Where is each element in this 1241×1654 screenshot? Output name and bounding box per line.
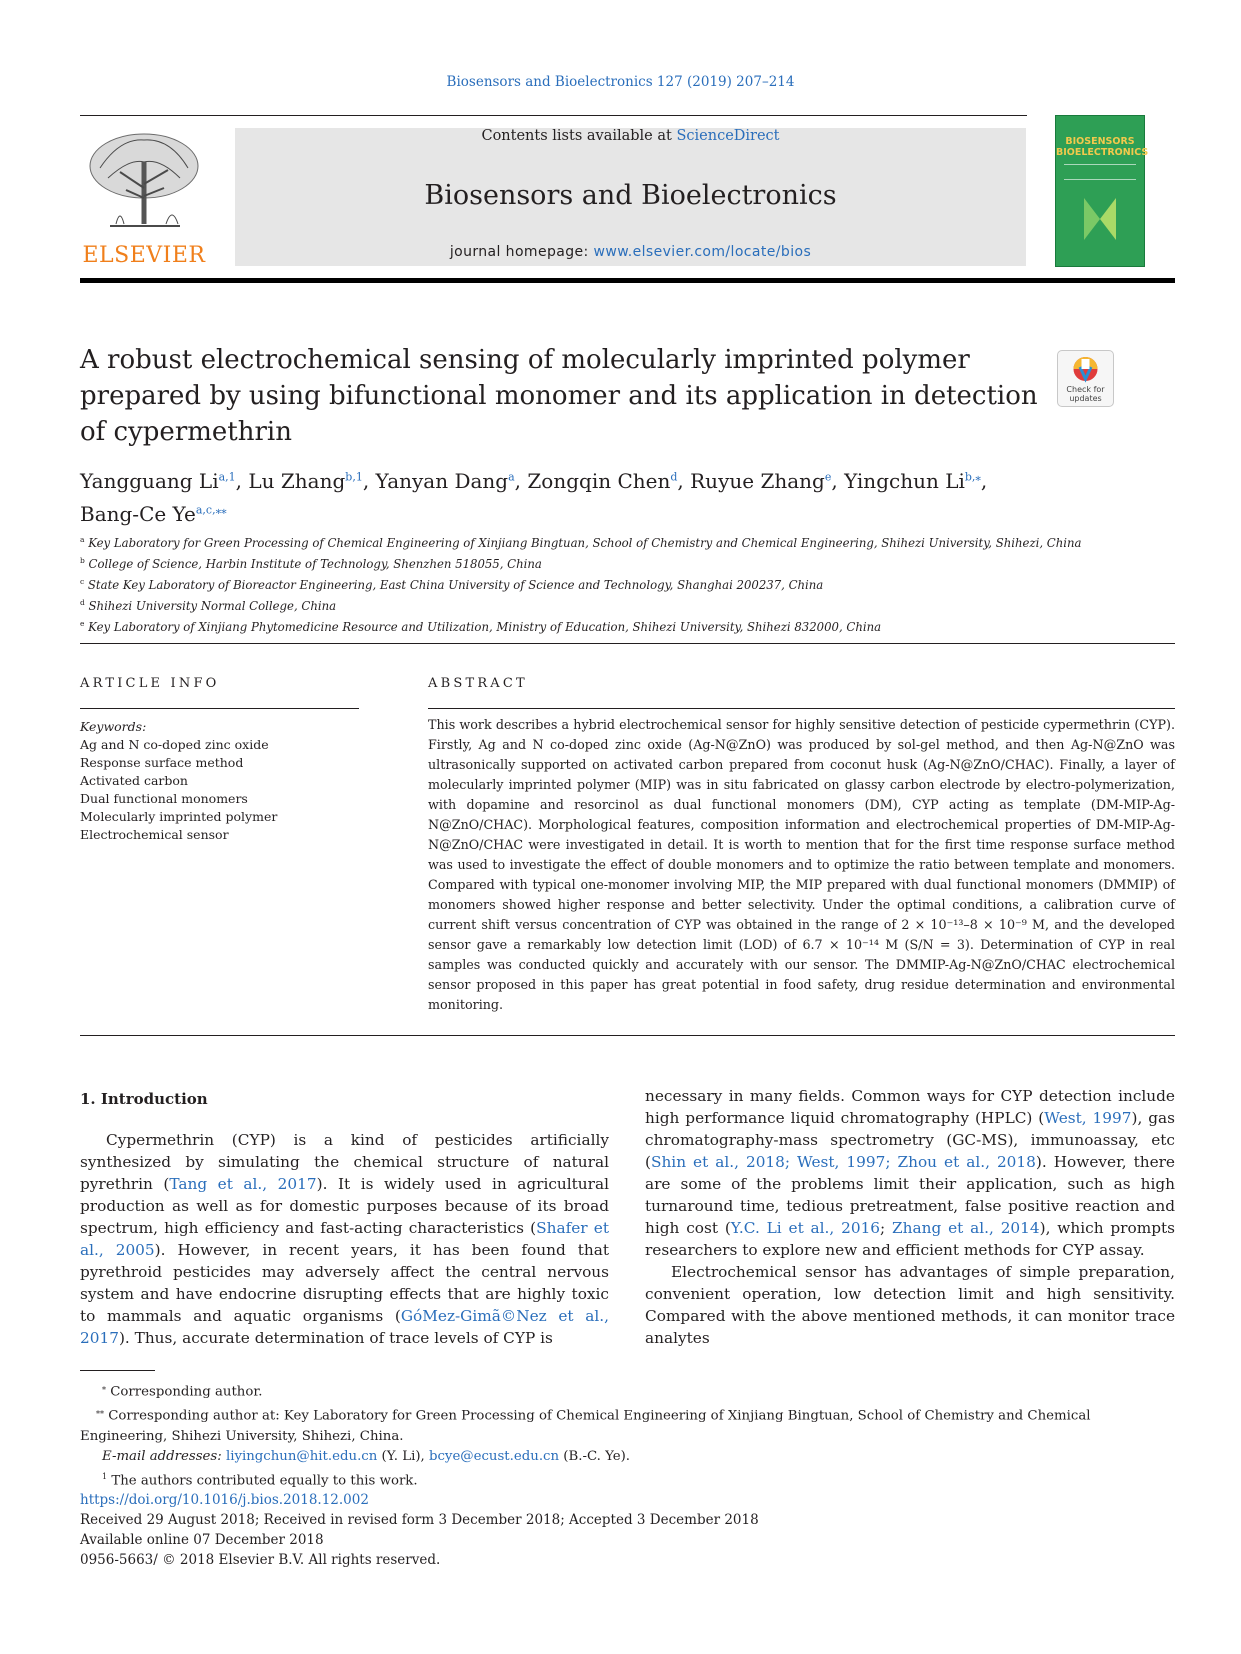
affiliation-item bbox=[80, 594, 1175, 615]
article-info-rule bbox=[80, 708, 359, 709]
author[interactable] bbox=[690, 469, 831, 493]
email-link[interactable]: bcye@ecust.edu.cn bbox=[428, 1448, 560, 1464]
cover-title-line1: BIOSENSORS bbox=[1065, 136, 1135, 147]
footnote-mark: 1 bbox=[102, 1471, 108, 1481]
cover-title bbox=[1056, 136, 1149, 158]
publication-info bbox=[80, 1490, 1080, 1570]
elsevier-wordmark: ELSEVIER bbox=[82, 243, 206, 268]
email-label: E-mail addresses: bbox=[102, 1448, 226, 1464]
affiliation-item bbox=[80, 615, 1175, 636]
journal-cover[interactable] bbox=[1055, 115, 1149, 267]
author-separator: , bbox=[677, 468, 691, 493]
affiliation-mark: e bbox=[80, 618, 85, 628]
email-link[interactable]: liyingchun@hit.edu.cn bbox=[225, 1448, 378, 1464]
contents-line bbox=[235, 128, 1026, 144]
abstract-text: This work describes a hybrid electrochemical sensor for highly sensitive detection of pesticide cypermethrin (CYP). Firstly, Ag and N co-doped zinc oxide (Ag-N@ZnO) was produced by sol-gel method, and then Ag-N@ZnO was ultrasonically supported on activated carbon prepared from coconut husk (Ag-N@ZnO/CHAC). Finally, a layer of molecularly imprinted polymer (MIP) was in situ fabricated on glassy carbon electrode by electro-polymerization, with dopamine and resorcinol as dual functional monomers (DM), CYP acting as template (DM-MIP-Ag-N@ZnO/CHAC). Morphological features, composition information and electrochemical properties of DM-MIP-Ag-N@ZnO/CHAC were investigated in detail. It is worth to mention that for the first time response surface method was used to investigate the effect of double monomers and to optimize the ratio between template and monomers. Compared with typical one-monomer involving MIP, the MIP prepared with dual functional monomers (DMMIP) of monomers showed higher response and better selectivity. Under the optimal conditions, a calibration curve of current shift versus concentration of CYP was obtained in the range of 2 × 10⁻¹³–8 × 10⁻⁹ M, and the developed sensor gave a remarkably low detection limit (LOD) of 6.7 × 10⁻¹⁴ M (S/N = 3). Determination of CYP in real samples was conducted quickly and accurately with our sensor. The DMMIP-Ag-N@ZnO/CHAC electrochemical sensor proposed in this paper has great potential in food safety, drug residue determination and environmental monitoring. bbox=[428, 717, 1175, 1012]
affiliation-item bbox=[80, 573, 1175, 594]
author-affiliation-mark[interactable]: e bbox=[824, 470, 832, 483]
intro-right-paragraph-1 bbox=[645, 1085, 1175, 1261]
intro-right-column bbox=[645, 1085, 1175, 1349]
journal-citation[interactable]: Biosensors and Bioelectronics 127 (2019) 207–214 bbox=[446, 74, 795, 90]
citation-link[interactable]: Shafer et al., 2005 bbox=[80, 1219, 609, 1259]
affiliation-text: Key Laboratory for Green Processing of Chemical Engineering of Xinjiang Bingtuan, School of Chemistry and Chemical Engineering, Shihezi University, Shihezi, China bbox=[88, 535, 1082, 550]
keyword-item: Molecularly imprinted polymer bbox=[80, 809, 278, 824]
citation-link[interactable]: Shin et al., 2018; West, 1997; Zhou et al., 2018 bbox=[650, 1153, 1036, 1171]
body-text: ). Thus, accurate determination of trace levels of CYP is bbox=[118, 1329, 553, 1347]
author-affiliation-mark[interactable]: b,1 bbox=[345, 470, 363, 483]
footnote-mark: ⁎⁎ bbox=[96, 1407, 104, 1417]
footnote-corresponding-1 bbox=[80, 1378, 1175, 1402]
doi-link[interactable]: https://doi.org/10.1016/j.bios.2018.12.002 bbox=[80, 1492, 369, 1508]
author[interactable] bbox=[527, 469, 677, 493]
journal-name: Biosensors and Bioelectronics bbox=[424, 180, 837, 211]
citation-link[interactable]: Tang et al., 2017 bbox=[169, 1175, 317, 1193]
body-text: ). It is widely used in agricultural production as well as for domestic purposes because of its broad spectrum, high efficiency and fast-acting characteristics ( bbox=[80, 1175, 609, 1237]
author-affiliation-mark[interactable]: b,⁎ bbox=[964, 470, 981, 483]
journal-masthead bbox=[235, 128, 1026, 266]
affiliation-item bbox=[80, 531, 1175, 552]
author-name: Ruyue Zhang bbox=[690, 468, 825, 493]
cover-artwork-icon bbox=[1080, 194, 1120, 244]
intro-right-paragraph-2: Electrochemical sensor has advantages of simple preparation, convenient operation, low detection limit and high sensitivity. Compared with the above mentioned methods, it can monitor trace analytes bbox=[645, 1263, 1175, 1347]
author-name: Yangguang Li bbox=[80, 468, 219, 493]
keyword-item: Response surface method bbox=[80, 755, 244, 770]
body-text: ). However, there are some of the problems limit their application, such as high turnaround time, tedious pretreatment, false positive reaction and high cost ( bbox=[645, 1153, 1175, 1237]
author-affiliation-mark[interactable]: a,c,⁎⁎ bbox=[195, 503, 227, 517]
received-dates: Received 29 August 2018; Received in revised form 3 December 2018; Accepted 3 December 2018 bbox=[80, 1512, 759, 1528]
homepage-prefix: journal homepage: bbox=[449, 244, 594, 260]
footnote-mark: ⁎ bbox=[102, 1383, 106, 1392]
body-text: ). However, in recent years, it has been found that pyrethroid pesticides may adversely affect the central nervous system and have endocrine disrupting effects that are highly toxic to mammals and aquatic organisms ( bbox=[80, 1241, 609, 1325]
author[interactable] bbox=[376, 469, 515, 493]
keyword-item: Dual functional monomers bbox=[80, 791, 248, 806]
author-affiliation-mark[interactable]: d bbox=[670, 470, 678, 483]
author[interactable] bbox=[248, 469, 362, 493]
affiliation-text: Shihezi University Normal College, China bbox=[88, 598, 337, 613]
intro-left-paragraph bbox=[80, 1129, 609, 1349]
citation-link[interactable]: West, 1997 bbox=[1044, 1109, 1132, 1127]
copyright-line: 0956-5663/ © 2018 Elsevier B.V. All rights reserved. bbox=[80, 1552, 441, 1568]
author-name: Lu Zhang bbox=[248, 468, 346, 493]
author-name: Zongqin Chen bbox=[527, 468, 671, 493]
footnote-corresponding-2 bbox=[80, 1402, 1175, 1446]
author[interactable] bbox=[80, 502, 227, 526]
cover-subtitle-band bbox=[1064, 164, 1136, 180]
author-separator: , bbox=[514, 468, 528, 493]
article-info-heading: ARTICLE INFO bbox=[80, 676, 220, 691]
citation-link[interactable]: Zhang et al., 2014 bbox=[892, 1219, 1040, 1237]
body-text: necessary in many fields. Common ways for CYP detection include high performance liquid chromatography (HPLC) ( bbox=[645, 1087, 1175, 1127]
footnote-text: The authors contributed equally to this work. bbox=[111, 1473, 418, 1489]
contents-prefix: Contents lists available at bbox=[481, 128, 677, 144]
author-separator: , bbox=[235, 468, 249, 493]
keywords-block bbox=[80, 718, 359, 844]
author-separator: , bbox=[980, 468, 988, 493]
crossmark-icon bbox=[1058, 353, 1113, 387]
citation-link[interactable]: GóMez-Gimã©Nez et al., 2017 bbox=[80, 1307, 609, 1347]
author-name: Bang-Ce Ye bbox=[80, 502, 196, 527]
keyword-item: Ag and N co-doped zinc oxide bbox=[80, 737, 269, 752]
sciencedirect-link[interactable]: ScienceDirect bbox=[676, 128, 780, 144]
masthead-rule bbox=[80, 278, 1175, 283]
author-name: Yingchun Li bbox=[844, 468, 965, 493]
author-affiliation-mark[interactable]: a,1 bbox=[218, 470, 236, 483]
body-text: ), which prompts researchers to explore new and efficient methods for CYP assay. bbox=[645, 1219, 1175, 1259]
cover-title-line2: BIOELECTRONICS bbox=[1056, 147, 1149, 158]
affiliation-mark: a bbox=[80, 535, 85, 544]
abstract-end-rule bbox=[80, 1035, 1175, 1036]
keywords-label: Keywords: bbox=[80, 719, 147, 734]
affiliation-list bbox=[80, 531, 1175, 635]
footnote-text: Corresponding author at: Key Laboratory for Green Processing of Chemical Engineering of Xinjiang Bingtuan, School of Chemistry and Chemical Engineering, Shihezi University, Shihezi, China. bbox=[80, 1408, 1091, 1444]
author[interactable] bbox=[80, 469, 236, 493]
homepage-line bbox=[235, 244, 1026, 260]
body-text: Cypermethrin (CYP) is a kind of pesticides artificially synthesized by simulating the chemical structure of natural pyrethrin ( bbox=[80, 1131, 609, 1193]
section-divider bbox=[80, 643, 1175, 644]
abstract-heading: ABSTRACT bbox=[428, 676, 528, 691]
footnote-rule bbox=[80, 1370, 155, 1371]
keyword-item: Activated carbon bbox=[80, 773, 188, 788]
crossmark-line2: updates bbox=[1069, 394, 1102, 403]
author[interactable] bbox=[844, 469, 981, 493]
affiliation-text: College of Science, Harbin Institute of Technology, Shenzhen 518055, China bbox=[88, 556, 542, 571]
available-online: Available online 07 December 2018 bbox=[80, 1532, 324, 1548]
elsevier-tree-icon bbox=[80, 128, 208, 238]
author-list bbox=[80, 462, 1080, 529]
abstract-rule bbox=[428, 708, 1175, 709]
affiliation-text: Key Laboratory of Xinjiang Phytomedicine Resource and Utilization, Ministry of Education, Shihezi University, Shihezi 832000, China bbox=[88, 619, 882, 634]
footnote-emails bbox=[80, 1447, 1175, 1467]
email-owner: (B.-C. Ye). bbox=[559, 1448, 631, 1464]
author-separator: , bbox=[362, 468, 376, 493]
footnote-text: Corresponding author. bbox=[110, 1384, 263, 1400]
keyword-item: Electrochemical sensor bbox=[80, 827, 229, 842]
crossmark-line1: Check for bbox=[1066, 385, 1105, 394]
affiliation-text: State Key Laboratory of Bioreactor Engineering, East China University of Science and Technology, Shanghai 200237, China bbox=[87, 577, 824, 592]
citation-link[interactable]: Y.C. Li et al., 2016 bbox=[730, 1219, 881, 1237]
elsevier-logo bbox=[80, 128, 208, 268]
affiliation-mark: d bbox=[80, 597, 85, 607]
header-divider bbox=[80, 115, 1027, 116]
email-owner: (Y. Li), bbox=[377, 1448, 429, 1464]
body-text: ; bbox=[880, 1219, 893, 1237]
affiliation-item bbox=[80, 552, 1175, 573]
author-affiliation-mark[interactable]: a bbox=[508, 470, 515, 483]
affiliation-mark: b bbox=[80, 555, 85, 565]
body-text: ), gas chromatography-mass spectrometry (GC-MS), immunoassay, etc ( bbox=[645, 1109, 1175, 1171]
crossmark-label bbox=[1058, 385, 1113, 403]
author-name: Yanyan Dang bbox=[375, 468, 509, 493]
footnotes-block bbox=[80, 1378, 1175, 1491]
author-separator: , bbox=[831, 468, 845, 493]
crossmark-badge[interactable] bbox=[1057, 350, 1114, 407]
footnote-equal-contribution bbox=[80, 1467, 1175, 1491]
introduction-heading: 1. Introduction bbox=[80, 1090, 208, 1108]
homepage-link[interactable]: www.elsevier.com/locate/bios bbox=[593, 244, 812, 260]
affiliation-mark: c bbox=[80, 576, 85, 586]
article-title: A robust electrochemical sensing of molecularly imprinted polymer prepared by using bifunctional monomer and its application in detection of cypermethrin bbox=[80, 345, 1038, 447]
